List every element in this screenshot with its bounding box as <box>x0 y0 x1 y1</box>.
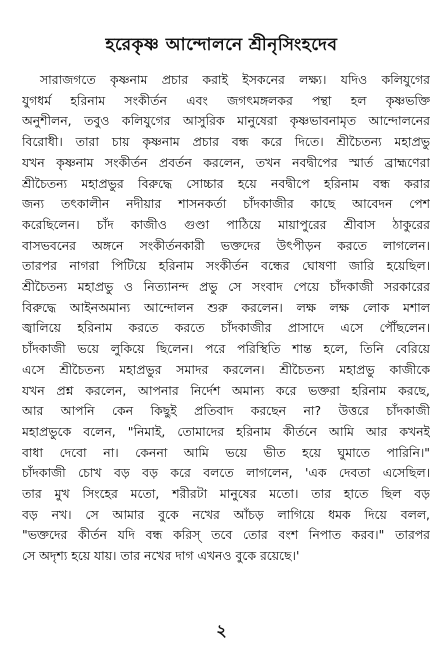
text-line: বাসভবনের অঙ্গনে সংকীর্তনকারী ভক্তদের উৎপীড়ন করতে লাগলেন। <box>22 237 430 253</box>
text-line: বাধা দেবো না। কেননা আমি ভয়ে ভীত হয়ে ঘুমাতে পারিনি।" <box>22 444 430 460</box>
text-line: তারপর নাগরা পিটিয়ে হরিনাম সংকীর্তন বন্ধের ঘোষণা জারি হয়েছিল। <box>22 258 430 274</box>
body-text <box>22 70 430 567</box>
text-line: যখন প্রশ্ন করলেন, আপনার নির্দেশ অমান্য করে ভক্তরা হরিনাম করছে, <box>22 382 430 398</box>
text-line: আর আপনি কেন কিছুই প্রতিবাদ করছেন না? উত্তরে চাঁদকাজী <box>22 403 430 419</box>
page-title: হরেকৃষ্ণ আন্দোলনে শ্রীনৃসিংহদেব <box>105 35 338 55</box>
text-line: করেছিলেন। চাঁদ কাজীও গুণ্ডা পাঠিয়ে মায়াপুরের শ্রীবাস ঠাকুরের <box>22 216 430 232</box>
text-line: জন্য তৎকালীন নদীয়ার শাসনকর্তা চাঁদকাজীর কাছে আবেদন পেশ <box>22 196 430 212</box>
text-line: বিরোধী। তারা চায় কৃষ্ণনাম প্রচার বন্ধ করে দিতে। শ্রীচৈতন্য মহাপ্রভু <box>22 134 430 150</box>
text-line: বিরুদ্ধে আইনঅমান্য আন্দোলন শুরু করলেন। লক্ষ লক্ষ লোক মশাল <box>22 299 430 315</box>
text-line: চাঁদকাজী চোখ বড় বড় করে বলতে লাগলেন, 'এক দেবতা এসেছিল। <box>22 465 430 481</box>
text-line: সারাজগতে কৃষ্ণনাম প্রচার করাই ইসকনের লক্ষ্য। যদিও কলিযুগের <box>40 72 430 87</box>
text-line: বড় নখ। সে আমার বুকে নখের আঁচড় লাগিয়ে ধমক দিয়ে বলল, <box>22 506 430 522</box>
text-line: সে অদৃশ্য হয়ে যায়। তার নখের দাগ এখনও বুকে রয়েছে।' <box>22 548 300 564</box>
text-line: যখন কৃষ্ণনাম সংকীর্তন প্রবর্তন করলেন, তখন নবদ্বীপের স্মার্ত ব্রাহ্মণেরা <box>22 154 430 170</box>
text-line: শ্রীচৈতন্য মহাপ্রভু ও নিত্যানন্দ প্রভু সে সংবাদ পেয়ে চাঁদকাজী সরকারের <box>22 279 430 295</box>
text-line: জ্বালিয়ে হরিনাম করতে করতে চাঁদকাজীর প্রাসাদে এসে পৌঁছলেন। <box>22 320 430 336</box>
text-line: তার মুখ সিংহের মতো, শরীরটা মানুষের মতো। তার হাতে ছিল বড় <box>22 486 430 502</box>
text-line: "ভক্তদের কীর্তন যদি বন্ধ করিস্ তবে তোর বংশ নিপাত করব।" তারপর <box>22 527 430 543</box>
text-line: চাঁদকাজী ভয়ে লুকিয়ে ছিলেন। পরে পরিস্থিতি শান্ত হলে, তিনি বেরিয়ে <box>22 341 430 357</box>
text-line: এসে শ্রীচৈতন্য মহাপ্রভুর সমাদর করলেন। শ্রীচৈতন্য মহাপ্রভু কাজীকে <box>22 361 430 377</box>
text-line: অনুশীলন, তবুও কলিযুগের আসুরিক মানুষেরা কৃষ্ণভাবনামৃত আন্দোলনের <box>22 113 430 129</box>
text-line: যুগধর্ম হরিনাম সংকীর্তন এবং জগৎমঙ্গলকর পন্থা হল কৃষ্ণভক্তি <box>22 92 430 108</box>
text-line: শ্রীচৈতন্য মহাপ্রভুর বিরুদ্ধে সোচ্চার হয়ে নবদ্বীপে হরিনাম বন্ধ করার <box>22 175 430 191</box>
page-number: ২ <box>216 621 227 640</box>
text-line: মহাপ্রভুকে বলেন, "নিমাই, তোমাদের হরিনাম কীর্তনে আমি আর কখনই <box>22 423 430 439</box>
